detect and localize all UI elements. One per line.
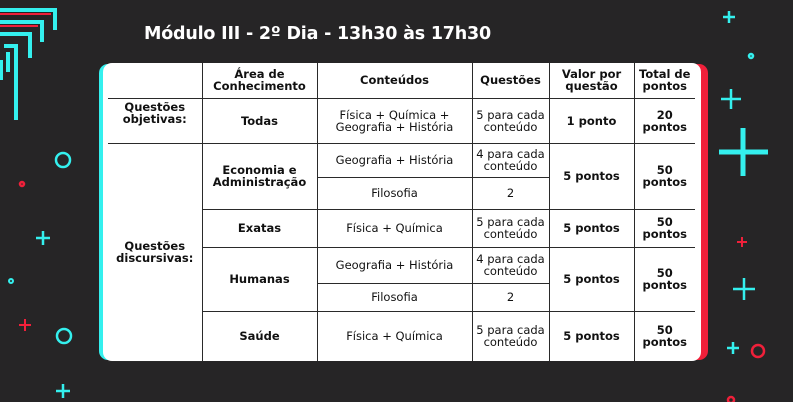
humanas-conteudo-2: Filosofia [317, 283, 472, 311]
objetivas-conteudos: Física + Química + Geografia + História [317, 98, 472, 143]
exatas-valor: 5 pontos [549, 209, 634, 247]
economia-valor: 5 pontos [549, 143, 634, 209]
header-empty [108, 63, 202, 98]
economia-conteudo-2: Filosofia [317, 177, 472, 209]
header-row [108, 63, 695, 98]
objetivas-label: Questões objetivas: [108, 98, 202, 143]
objetivas-valor: 1 ponto [549, 98, 634, 143]
header-area: Área de Conhecimento [202, 63, 317, 98]
saude-valor: 5 pontos [549, 311, 634, 361]
economia-total: 50 pontos [634, 143, 695, 209]
saude-area: Saúde [202, 311, 317, 361]
header-valor: Valor por questão [549, 63, 634, 98]
exatas-conteudo: Física + Química [317, 209, 472, 247]
humanas-area: Humanas [202, 247, 317, 311]
exatas-total: 50 pontos [634, 209, 695, 247]
big-plus-icon [719, 128, 768, 176]
page-title: Módulo III - 2º Dia - 13h30 às 17h30 [144, 24, 491, 44]
saude-conteudo: Física + Química [317, 311, 472, 361]
humanas-total: 50 pontos [634, 247, 695, 311]
small-dot-icon [9, 279, 13, 283]
discursivas-label: Questões discursivas: [108, 143, 202, 361]
saude-total: 50 pontos [634, 311, 695, 361]
humanas-questoes-1: 4 para cada conteúdo [472, 247, 549, 283]
humanas-valor: 5 pontos [549, 247, 634, 311]
header-total: Total de pontos [634, 63, 695, 98]
objetivas-questoes: 5 para cada conteúdo [472, 98, 549, 143]
economia-area: Economia e Administração [202, 143, 317, 209]
economia-questoes-1: 4 para cada conteúdo [472, 143, 549, 177]
economia-questoes-2: 2 [472, 177, 549, 209]
header-conteudos: Conteúdos [317, 63, 472, 98]
table-row [108, 143, 695, 177]
exatas-area: Exatas [202, 209, 317, 247]
table-row [108, 98, 695, 143]
exatas-questoes: 5 para cada conteúdo [472, 209, 549, 247]
header-questoes: Questões [472, 63, 549, 98]
humanas-conteudo-1: Geografia + História [317, 247, 472, 283]
schedule-table [108, 63, 695, 362]
objetivas-total: 20 pontos [634, 98, 695, 143]
objetivas-area: Todas [202, 98, 317, 143]
saude-questoes: 5 para cada conteúdo [472, 311, 549, 361]
economia-conteudo-1: Geografia + História [317, 143, 472, 177]
humanas-questoes-2: 2 [472, 283, 549, 311]
